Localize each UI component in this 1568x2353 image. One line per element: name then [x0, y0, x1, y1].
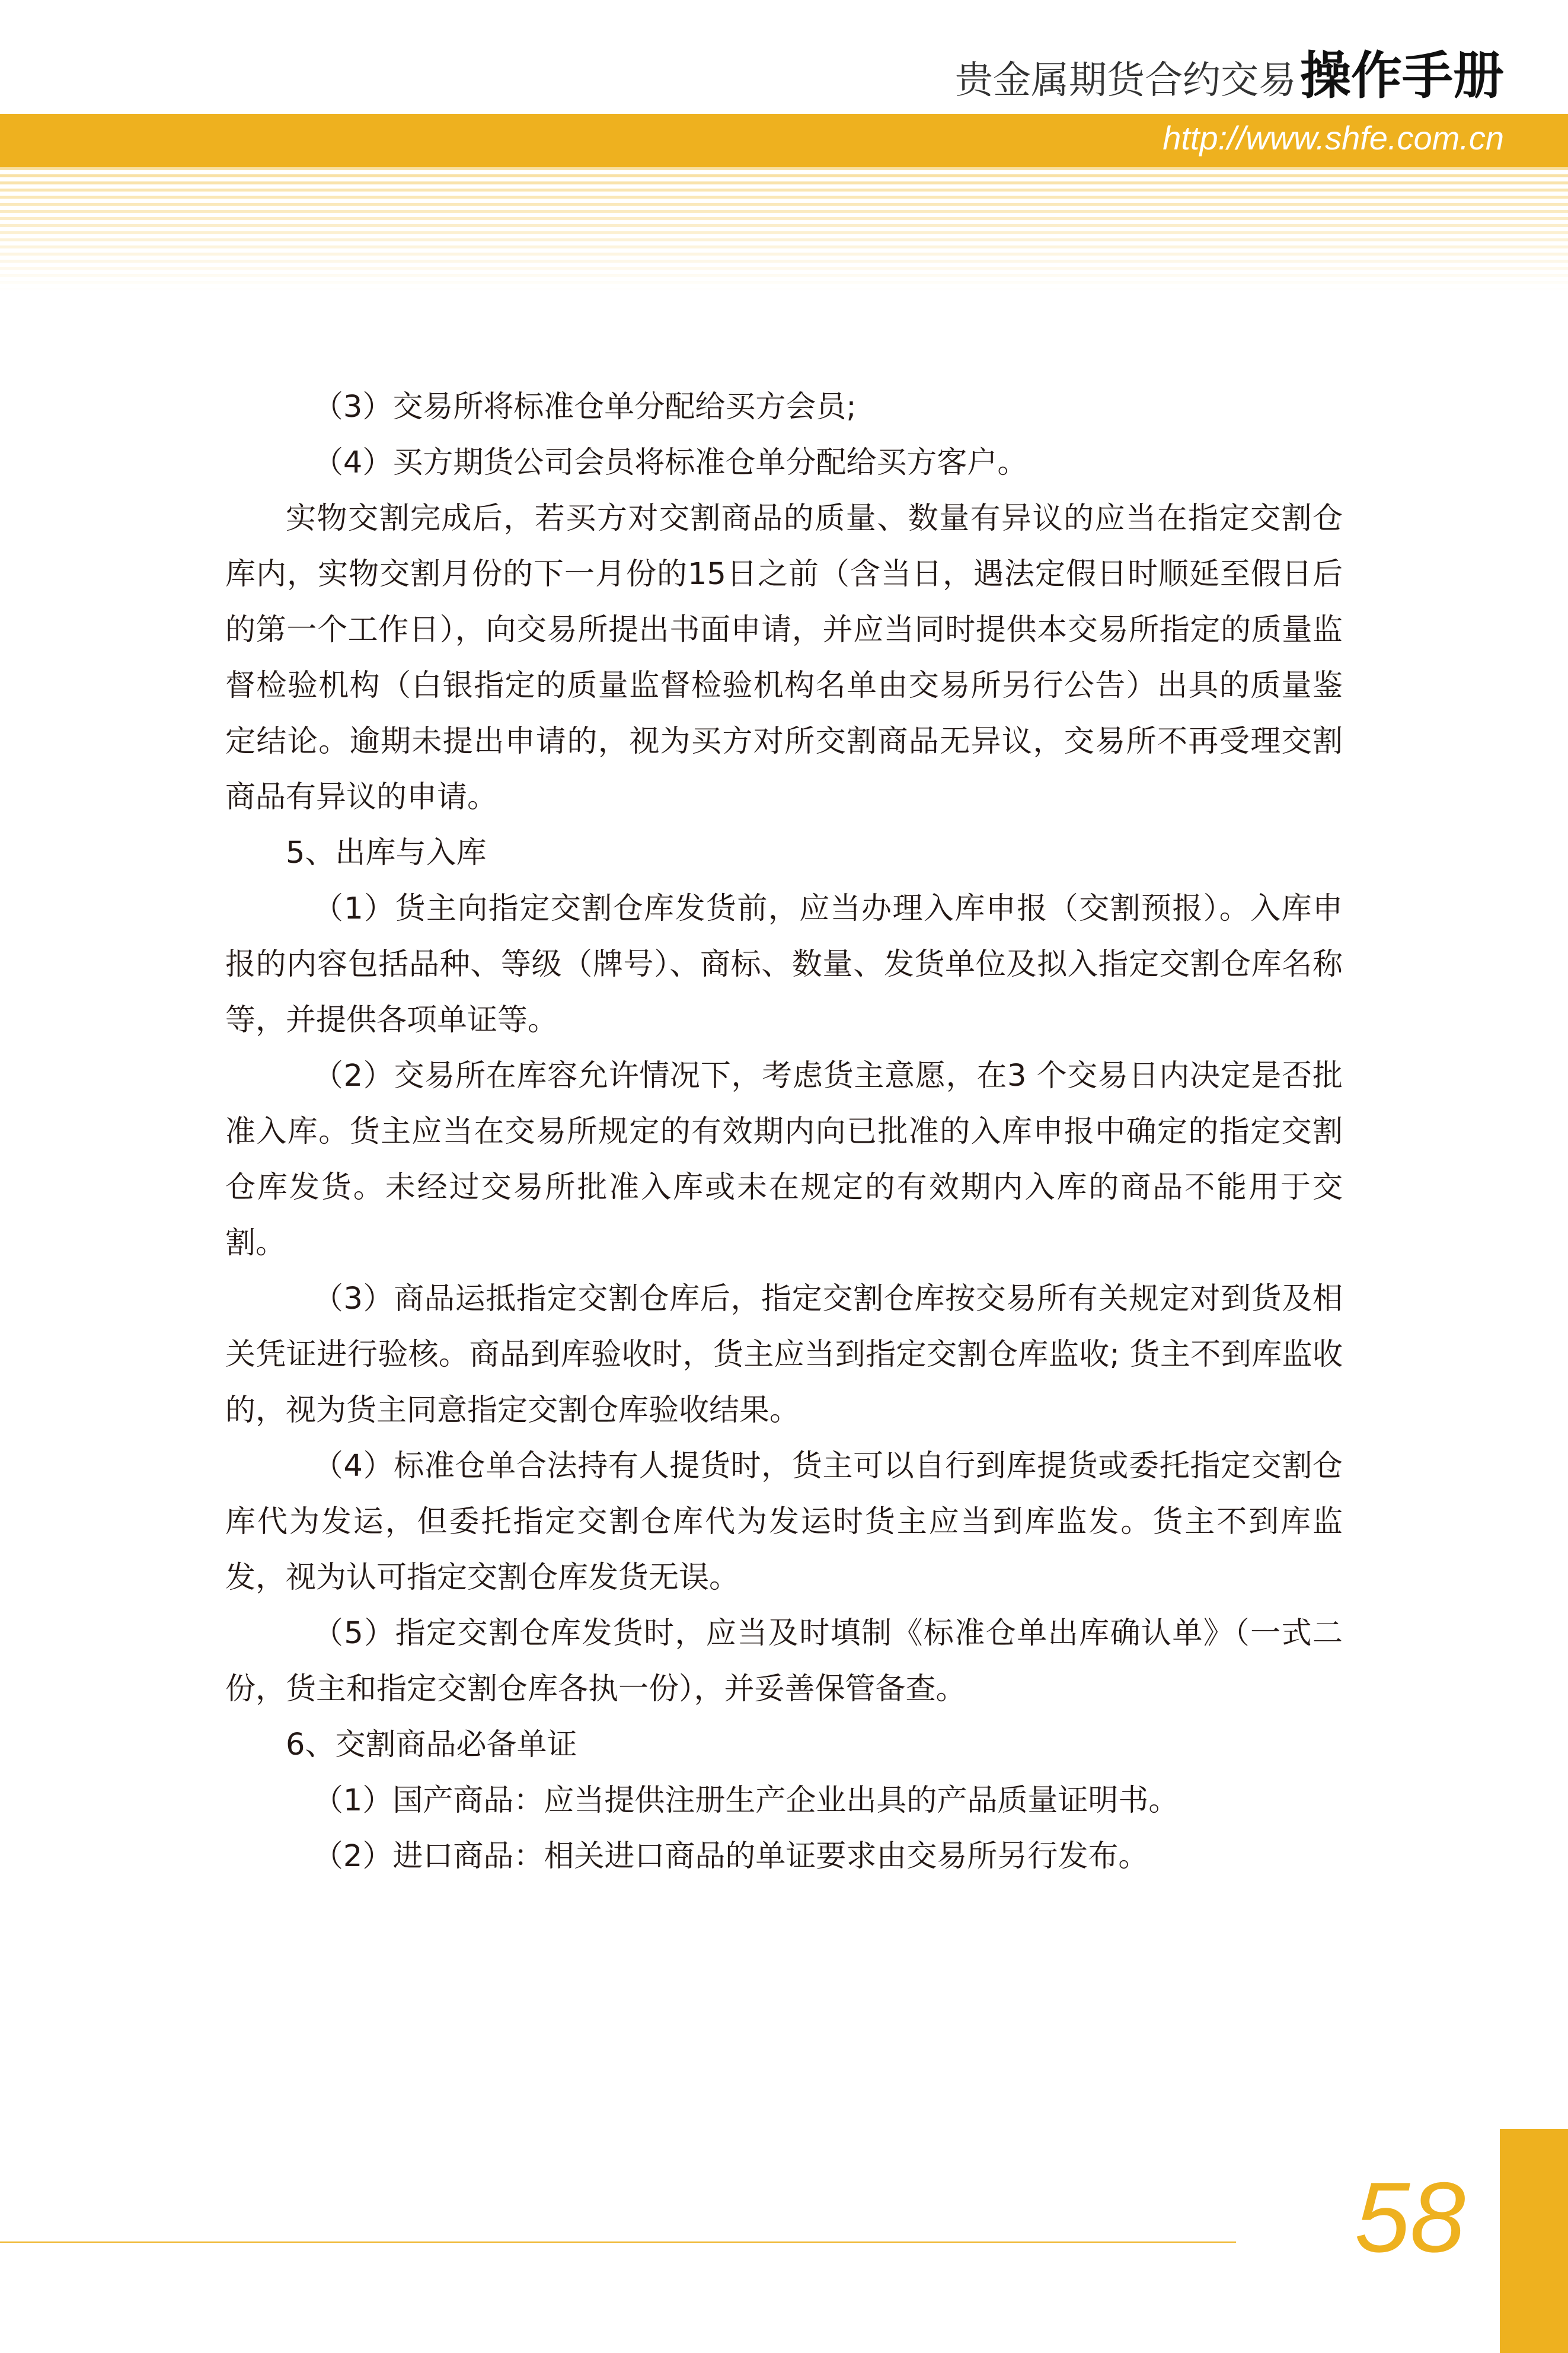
paragraph: （2）交易所在库容允许情况下，考虑货主意愿，在3 个交易日内决定是否批准入库。货主应当在交易所规定的有效期内向已批准的入库申报中确定的指定交割仓库发货。未经过交易所批准入库或未在规定的有效期内入库的商品不能用于交割。 — [225, 1058, 1343, 1261]
paragraph: （4）买方期货公司会员将标准仓单分配给买方客户。 — [312, 445, 1028, 480]
footer-side-block — [1500, 2129, 1568, 2353]
paragraph: （3）交易所将标准仓单分配给买方会员; — [312, 390, 857, 425]
header-url: http://www.shfe.com.cn — [1163, 119, 1504, 157]
paragraph: （4）标准仓单合法持有人提货时，货主可以自行到库提货或委托指定交割仓库代为发运，但委托指定交割仓库代为发运时货主应当到库监发。货主不到库监发，视为认可指定交割仓库发货无误。 — [225, 1449, 1343, 1595]
footer-line — [0, 2242, 1236, 2243]
header-title-emphasis: 操作手册 — [1300, 46, 1504, 106]
section-heading: 6、交割商品必备单证 — [286, 1727, 577, 1762]
header-stripes — [0, 167, 1568, 292]
paragraph: （1）货主向指定交割仓库发货前，应当办理入库申报（交割预报）。入库申报的内容包括品种、等级（牌号）、商标、数量、发货单位及拟入指定交割仓库名称等，并提供各项单证等。 — [225, 891, 1343, 1038]
page-number: 58 — [1355, 2161, 1465, 2273]
paragraph: （2）进口商品：相关进口商品的单证要求由交易所另行发布。 — [312, 1839, 1149, 1874]
header-title — [955, 34, 1504, 108]
paragraph: （5）指定交割仓库发货时，应当及时填制《标准仓单出库确认单》（一式二份，货主和指定交割仓库各执一份），并妥善保管备查。 — [225, 1616, 1343, 1707]
paragraph: （1）国产商品：应当提供注册生产企业出具的产品质量证明书。 — [312, 1783, 1179, 1818]
body-text — [225, 380, 1343, 1885]
section-heading: 5、出库与入库 — [286, 836, 487, 871]
header-title-prefix: 贵金属期货合约交易 — [955, 59, 1296, 103]
paragraph: 实物交割完成后，若买方对交割商品的质量、数量有异议的应当在指定交割仓库内，实物交割月份的下一月份的15日之前（含当日，遇法定假日时顺延至假日后的第一个工作日），向交易所提出书面申请，并应当同时提供本交易所指定的质量监督检验机构（白银指定的质量监督检验机构名单由交易所另行公告）出具的质量鉴定结论。逾期未提出申请的，视为买方对所交割商品无异议，交易所不再受理交割商品有异议的申请。 — [225, 501, 1343, 815]
paragraph: （3）商品运抵指定交割仓库后，指定交割仓库按交易所有关规定对到货及相关凭证进行验核。商品到库验收时，货主应当到指定交割仓库监收; 货主不到库监收的，视为货主同意指定交割仓库验收结果。 — [225, 1281, 1343, 1428]
